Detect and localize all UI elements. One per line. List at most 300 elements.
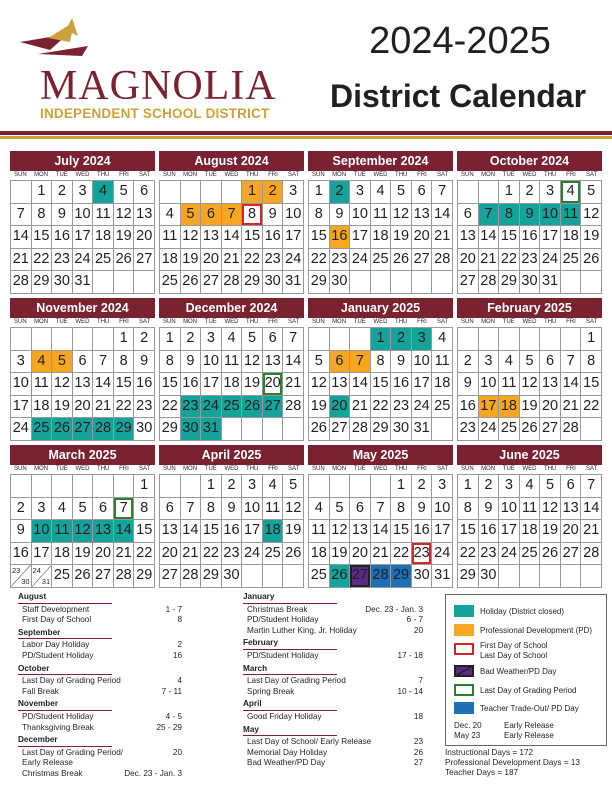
event-dates: 18 — [413, 711, 423, 721]
day-cell: 15 — [114, 373, 135, 396]
day-cell: 26 — [391, 249, 412, 272]
logo-name: MAGNOLIA — [40, 63, 277, 109]
month-grid — [308, 327, 453, 441]
day-cell: 11 — [561, 204, 582, 227]
day-cell: 13 — [561, 498, 582, 521]
month-title: September 2024 — [308, 151, 453, 171]
empty-day — [350, 475, 371, 498]
day-cell: 15 — [160, 373, 181, 396]
day-cell: 1 — [242, 181, 263, 204]
weekday-label: SAT — [288, 466, 300, 472]
day-cell: 10 — [540, 204, 561, 227]
day-cell: 20 — [458, 249, 479, 272]
month-title: July 2024 — [10, 151, 155, 171]
day-cell: 30 — [52, 271, 73, 294]
day-cell: 28 — [371, 565, 392, 588]
day-cell: 16 — [263, 226, 284, 249]
weekday-label: FRI — [119, 466, 129, 472]
empty-day — [201, 181, 222, 204]
day-cell: 16 — [222, 520, 243, 543]
empty-day — [73, 475, 94, 498]
notes-column-2 — [243, 592, 423, 771]
event-dates: 10 - 14 — [397, 686, 423, 696]
day-cell: 30 — [222, 565, 243, 588]
day-cell: 7 — [283, 328, 304, 351]
day-cell: 18 — [371, 226, 392, 249]
event-name: Memorial Day Holiday — [247, 747, 328, 757]
day-cell: 30 — [520, 271, 541, 294]
notes-month-heading: April — [243, 699, 262, 709]
weekday-label: MON — [183, 319, 198, 325]
legend-trade — [454, 702, 579, 714]
weekday-label: FRI — [417, 172, 427, 178]
day-cell: 3 — [11, 351, 32, 374]
notes-event-row — [243, 605, 423, 616]
weekday-label: FRI — [566, 319, 576, 325]
day-cell: 8 — [134, 498, 155, 521]
day-cell: 1 — [581, 328, 602, 351]
day-cell: 14 — [283, 351, 304, 374]
notes-divider — [243, 649, 337, 650]
event-dates: 1 - 7 — [165, 604, 182, 614]
empty-day — [330, 328, 351, 351]
weekday-label: WED — [75, 466, 90, 472]
day-cell: 27 — [350, 565, 371, 588]
day-cell: 2 — [520, 181, 541, 204]
weekday-label: THU — [97, 172, 110, 178]
day-cell: 17 — [242, 520, 263, 543]
notes-month-heading: March — [243, 663, 268, 673]
day-cell: 4 — [520, 475, 541, 498]
weekday-label: SUN — [312, 466, 325, 472]
day-cell: 2 — [391, 328, 412, 351]
weekday-label: SUN — [163, 466, 176, 472]
day-cell: 21 — [371, 543, 392, 566]
day-cell: 31 — [540, 271, 561, 294]
month-title: January 2025 — [308, 298, 453, 318]
day-cell: 9 — [391, 351, 412, 374]
day-cell: 6 — [263, 328, 284, 351]
legend-grading — [454, 684, 577, 696]
day-cell: 12 — [181, 226, 202, 249]
day-cell: 3 — [499, 475, 520, 498]
empty-day — [283, 565, 304, 588]
day-cell: 19 — [330, 543, 351, 566]
weekday-label: TUE — [502, 466, 515, 472]
month-grid — [308, 474, 453, 588]
day-cell: 10 — [432, 498, 453, 521]
day-cell: 26 — [52, 418, 73, 441]
day-cell: 28 — [283, 396, 304, 419]
day-cell: 24 — [350, 249, 371, 272]
day-cell: 3 — [73, 181, 94, 204]
day-cell: 8 — [458, 498, 479, 521]
day-cell: 26 — [581, 249, 602, 272]
day-cell: 28 — [561, 418, 582, 441]
weekday-label: SUN — [163, 319, 176, 325]
day-cell: 10 — [283, 204, 304, 227]
empty-day — [581, 271, 602, 294]
weekday-label: THU — [544, 172, 557, 178]
day-cell: 18 — [499, 396, 520, 419]
split-day-cell: 24 31 — [32, 566, 51, 586]
notes-event-row — [18, 748, 182, 759]
day-cell: 19 — [114, 226, 135, 249]
weekday-label: SAT — [139, 172, 151, 178]
weekday-label: TUE — [55, 172, 68, 178]
event-name: Last Day of Grading Period/ — [22, 747, 124, 757]
weekday-label: MON — [183, 466, 198, 472]
day-cell: 20 — [201, 249, 222, 272]
day-cell: 2 — [458, 351, 479, 374]
day-cell: 15 — [458, 520, 479, 543]
legend — [445, 594, 607, 746]
day-cell: 23 — [263, 249, 284, 272]
month-september-2024 — [308, 151, 453, 294]
day-cell: 9 — [11, 520, 32, 543]
day-cell: 29 — [309, 271, 330, 294]
day-cell: 23 — [412, 543, 433, 566]
day-cell: 16 — [458, 396, 479, 419]
day-cell: 1 — [160, 328, 181, 351]
weekday-label: SUN — [14, 172, 27, 178]
weekday-label: SAT — [437, 319, 449, 325]
empty-day — [309, 328, 330, 351]
event-name: Fall Break — [22, 686, 59, 696]
weekday-label: SAT — [139, 466, 151, 472]
day-cell: 31 — [412, 418, 433, 441]
day-cell: 29 — [391, 565, 412, 588]
legend-trade-label: Teacher Trade-Out/ PD Day — [480, 703, 579, 713]
weekday-header — [308, 318, 453, 327]
day-cell: 15 — [242, 226, 263, 249]
day-cell: 24 — [242, 543, 263, 566]
weekday-label: SAT — [437, 172, 449, 178]
day-cell: 19 — [581, 226, 602, 249]
weekday-label: THU — [544, 319, 557, 325]
early-release-list — [454, 721, 604, 741]
notes-event-row — [243, 748, 423, 759]
day-cell: 9 — [412, 498, 433, 521]
day-cell: 28 — [93, 418, 114, 441]
day-cell: 2 — [52, 181, 73, 204]
day-cell: 29 — [499, 271, 520, 294]
day-cell: 14 — [371, 520, 392, 543]
legend-first-label: First Day of School — [480, 641, 548, 650]
event-dates: 20 — [172, 747, 182, 757]
empty-day — [458, 181, 479, 204]
weekday-label: WED — [75, 319, 90, 325]
day-cell: 27 — [561, 543, 582, 566]
day-cell: 29 — [242, 271, 263, 294]
day-cell: 28 — [181, 565, 202, 588]
day-cell: 11 — [263, 498, 284, 521]
day-cell: 10 — [412, 351, 433, 374]
day-cell: 1 — [499, 181, 520, 204]
event-dates: 7 — [418, 676, 423, 686]
month-july-2024 — [10, 151, 155, 294]
weekday-label: SAT — [586, 172, 598, 178]
day-cell: 18 — [93, 226, 114, 249]
day-cell: 26 — [309, 418, 330, 441]
day-cell: 9 — [222, 498, 243, 521]
notes-month-heading: October — [18, 663, 50, 673]
weekday-label: FRI — [119, 319, 129, 325]
day-cell: 20 — [93, 543, 114, 566]
day-cell: 19 — [391, 226, 412, 249]
weekday-label: MON — [332, 319, 347, 325]
empty-day — [160, 475, 181, 498]
day-cell: 21 — [350, 396, 371, 419]
day-cell: 28 — [114, 565, 135, 588]
event-dates: Dec. 23 - Jan. 3 — [365, 604, 423, 614]
day-cell: 2 — [11, 498, 32, 521]
empty-day — [520, 565, 541, 588]
event-dates: 17 - 18 — [397, 650, 423, 660]
weekday-label: MON — [332, 172, 347, 178]
month-title: June 2025 — [457, 445, 602, 465]
month-february-2025 — [457, 298, 602, 441]
event-name: Last Day of Grading Period — [247, 676, 346, 686]
day-cell: 27 — [73, 418, 94, 441]
day-cell: 2 — [330, 181, 351, 204]
empty-day — [520, 328, 541, 351]
day-cell: 14 — [93, 373, 114, 396]
day-cell: 4 — [52, 498, 73, 521]
day-cell: 21 — [432, 226, 453, 249]
empty-day — [242, 565, 263, 588]
day-cell: 25 — [222, 396, 243, 419]
header-rule-maroon — [0, 131, 612, 135]
day-cell: 14 — [181, 520, 202, 543]
day-cell: 18 — [263, 520, 284, 543]
grading-swatch — [454, 684, 474, 696]
day-cell: 29 — [114, 418, 135, 441]
notes-event-row — [18, 615, 182, 626]
event-name: Christmas Break — [247, 604, 308, 614]
event-name: Bad Weather/PD Day — [247, 758, 326, 768]
day-cell: 6 — [561, 475, 582, 498]
day-cell: 19 — [309, 396, 330, 419]
day-cell: 15 — [309, 226, 330, 249]
day-cell: 5 — [330, 498, 351, 521]
day-cell: 19 — [520, 396, 541, 419]
day-cell: 17 — [540, 226, 561, 249]
day-cell: 22 — [499, 249, 520, 272]
day-cell: 21 — [11, 249, 32, 272]
day-cell: 28 — [479, 271, 500, 294]
event-name: Early Release — [22, 758, 73, 768]
day-cell: 25 — [520, 543, 541, 566]
day-cell: 1 — [309, 181, 330, 204]
day-cell: 11 — [52, 520, 73, 543]
weekday-label: FRI — [268, 319, 278, 325]
day-cell: 25 — [499, 418, 520, 441]
day-cell: 12 — [283, 498, 304, 521]
empty-day — [540, 565, 561, 588]
day-cell: 27 — [458, 271, 479, 294]
day-cell: 8 — [391, 498, 412, 521]
day-cell: 16 — [181, 373, 202, 396]
empty-day — [222, 181, 243, 204]
day-cell: 11 — [371, 204, 392, 227]
empty-day — [283, 418, 304, 441]
weekday-label: SUN — [461, 466, 474, 472]
event-name: Last Day of School/ Early Release — [247, 737, 372, 747]
day-cell: 8 — [201, 498, 222, 521]
notes-event-row — [18, 605, 182, 616]
day-cell: 2 — [479, 475, 500, 498]
day-cell: 25 — [93, 249, 114, 272]
weekday-label: MON — [34, 319, 49, 325]
day-cell: 15 — [371, 373, 392, 396]
weekday-label: MON — [183, 172, 198, 178]
event-dates: 23 — [413, 737, 423, 747]
empty-day — [181, 475, 202, 498]
notes-event-row — [18, 758, 182, 769]
day-cell: 29 — [201, 565, 222, 588]
day-cell: 6 — [93, 498, 114, 521]
day-cell: 22 — [371, 396, 392, 419]
day-cell: 24 — [499, 543, 520, 566]
day-cell: 4 — [32, 351, 53, 374]
weekday-label: SUN — [312, 319, 325, 325]
notes-event-row — [243, 687, 423, 698]
empty-day — [561, 271, 582, 294]
weekday-label: TUE — [502, 172, 515, 178]
page-title: District Calendar — [329, 78, 587, 114]
day-cell: 24 — [73, 249, 94, 272]
day-cell: 13 — [160, 520, 181, 543]
instructional-days: Instructional Days = 172 — [445, 748, 534, 757]
day-cell: 24 — [540, 249, 561, 272]
day-cell: 27 — [412, 249, 433, 272]
day-cell: 20 — [561, 520, 582, 543]
day-cell: 8 — [499, 204, 520, 227]
day-cell: 14 — [350, 373, 371, 396]
empty-day — [114, 271, 135, 294]
day-cell: 25 — [371, 249, 392, 272]
day-cell: 1 — [458, 475, 479, 498]
day-cell: 5 — [391, 181, 412, 204]
day-cell: 3 — [32, 498, 53, 521]
day-cell: 3 — [479, 351, 500, 374]
weekday-label: THU — [246, 319, 259, 325]
first-last-swatch — [454, 643, 474, 655]
notes-event-row — [243, 651, 423, 662]
day-cell: 21 — [283, 373, 304, 396]
event-dates: 4 - 5 — [165, 711, 182, 721]
weekday-label: WED — [522, 466, 537, 472]
day-cell: 8 — [114, 351, 135, 374]
month-title: November 2024 — [10, 298, 155, 318]
weekday-label: TUE — [353, 172, 366, 178]
weekday-label: FRI — [268, 172, 278, 178]
day-cell: 5 — [242, 328, 263, 351]
day-cell: 28 — [350, 418, 371, 441]
day-cell: 17 — [73, 226, 94, 249]
day-cell: 10 — [201, 351, 222, 374]
day-cell: 17 — [283, 226, 304, 249]
event-dates: 4 — [177, 676, 182, 686]
empty-day — [93, 475, 114, 498]
weekday-label: SUN — [312, 172, 325, 178]
day-cell: 23 — [181, 396, 202, 419]
empty-day — [581, 565, 602, 588]
day-cell: 29 — [371, 418, 392, 441]
day-cell: 27 — [540, 418, 561, 441]
day-cell: 8 — [242, 204, 263, 227]
weekday-header — [159, 465, 304, 474]
event-dates: 7 - 11 — [161, 686, 182, 696]
day-cell: 16 — [52, 226, 73, 249]
day-cell: 30 — [263, 271, 284, 294]
weekday-label: FRI — [566, 172, 576, 178]
empty-day — [350, 271, 371, 294]
empty-day — [222, 418, 243, 441]
month-march-2025 — [10, 445, 155, 588]
empty-day — [263, 418, 284, 441]
event-name: Labor Day Holiday — [22, 640, 90, 650]
empty-day — [479, 328, 500, 351]
notes-month-heading: May — [243, 724, 259, 734]
empty-day — [561, 565, 582, 588]
day-cell: 6 — [330, 351, 351, 374]
day-cell: 23 — [330, 249, 351, 272]
weekday-label: WED — [373, 466, 388, 472]
day-cell: 10 — [11, 373, 32, 396]
day-cell: 7 — [581, 475, 602, 498]
empty-day — [11, 181, 32, 204]
day-cell: 16 — [412, 520, 433, 543]
weekday-label: FRI — [417, 319, 427, 325]
notes-divider — [243, 603, 337, 604]
day-cell: 6 — [201, 204, 222, 227]
day-cell: 9 — [458, 373, 479, 396]
day-cell: 26 — [330, 565, 351, 588]
day-cell: 14 — [432, 204, 453, 227]
day-cell: 20 — [160, 543, 181, 566]
weekday-label: WED — [224, 466, 239, 472]
day-cell: 5 — [520, 351, 541, 374]
legend-pd — [454, 624, 592, 636]
notes-divider — [18, 674, 112, 675]
day-cell: 13 — [201, 226, 222, 249]
day-cell: 21 — [93, 396, 114, 419]
month-title: August 2024 — [159, 151, 304, 171]
month-grid — [457, 474, 602, 588]
empty-day — [432, 271, 453, 294]
day-cell: 28 — [11, 271, 32, 294]
day-cell: 22 — [309, 249, 330, 272]
legend-first-last — [454, 641, 548, 661]
empty-day — [32, 475, 53, 498]
day-cell: 26 — [283, 543, 304, 566]
empty-day — [432, 418, 453, 441]
weekday-label: TUE — [353, 319, 366, 325]
notes-divider — [18, 710, 112, 711]
day-cell: 25 — [52, 565, 73, 588]
weekday-label: SAT — [288, 172, 300, 178]
day-cell: 10 — [479, 373, 500, 396]
day-cell: 12 — [540, 498, 561, 521]
day-cell: 11 — [309, 520, 330, 543]
weekday-header — [10, 465, 155, 474]
day-cell: 9 — [263, 204, 284, 227]
day-cell: 18 — [32, 396, 53, 419]
day-cell: 23 — [222, 543, 243, 566]
weekday-label: SAT — [139, 319, 151, 325]
